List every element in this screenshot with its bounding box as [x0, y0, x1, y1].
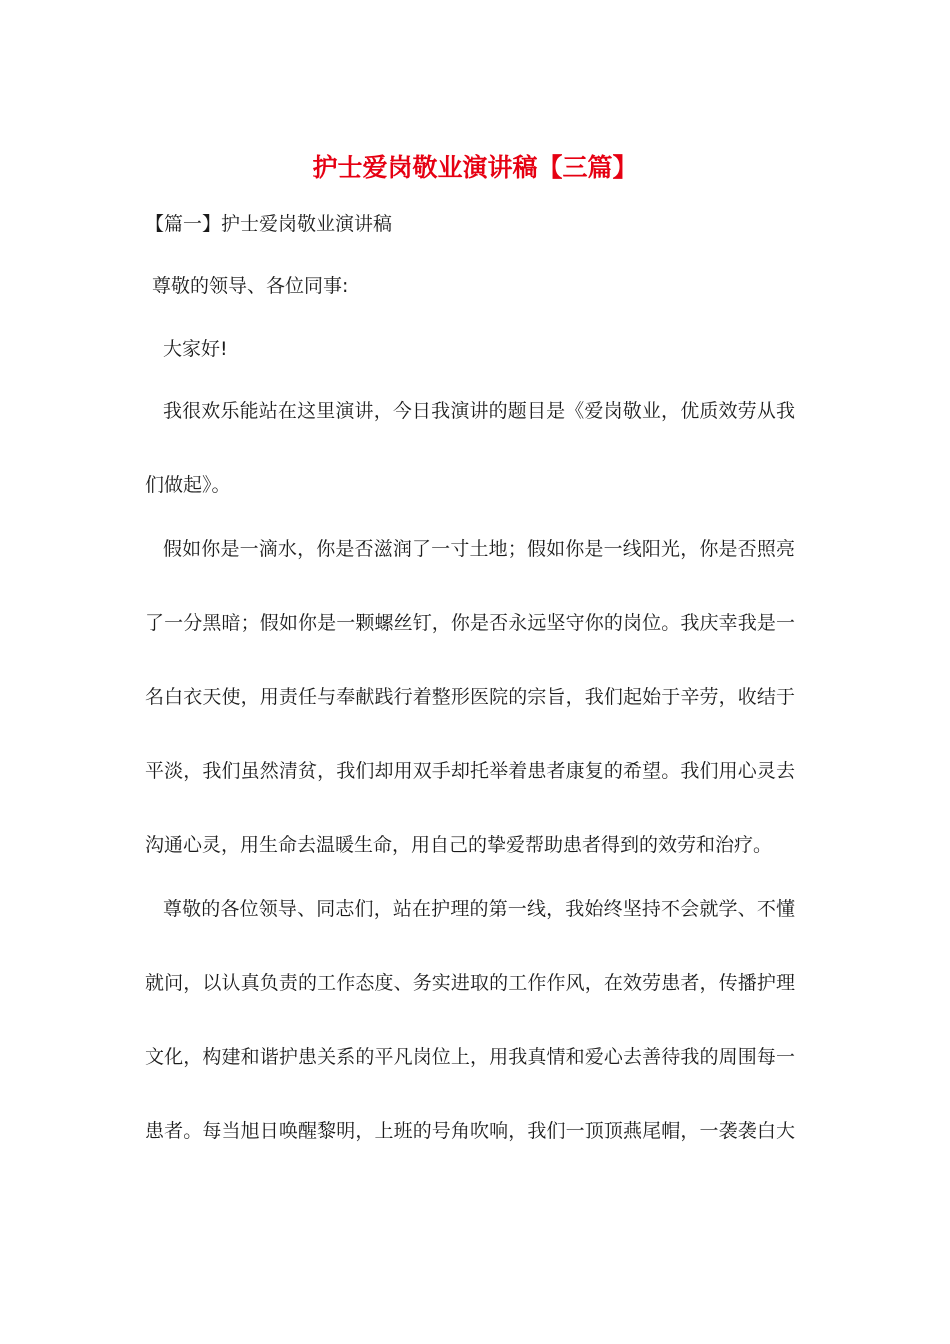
paragraph-line: 平淡，我们虽然清贫，我们却用双手却托举着患者康复的希望。我们用心灵去 — [145, 760, 795, 782]
paragraph-line: 假如你是一滴水，你是否滋润了一寸土地；假如你是一线阳光，你是否照亮 — [163, 538, 795, 560]
paragraph-line: 了一分黑暗；假如你是一颗螺丝钉，你是否永远坚守你的岗位。我庆幸我是一 — [145, 612, 795, 634]
document-title: 护士爱岗敬业演讲稿【三篇】 — [312, 153, 638, 182]
paragraph-line: 沟通心灵，用生命去温暖生命，用自己的挚爱帮助患者得到的效劳和治疗。 — [145, 834, 773, 856]
paragraph-1 — [145, 374, 795, 522]
greeting: 大家好! — [163, 338, 228, 360]
paragraph-line: 就问，以认真负责的工作态度、务实进取的工作作风，在效劳患者，传播护理 — [145, 972, 795, 994]
paragraph-3 — [145, 872, 795, 1168]
paragraph-line: 名白衣天使，用责任与奉献践行着整形医院的宗旨，我们起始于辛劳，收结于 — [145, 686, 795, 708]
paragraph-line: 文化，构建和谐护患关系的平凡岗位上，用我真情和爱心去善待我的周围每一 — [145, 1046, 795, 1068]
section-heading: 【篇一】护士爱岗敬业演讲稿 — [145, 213, 393, 235]
paragraph-line: 我很欢乐能站在这里演讲，今日我演讲的题目是《爱岗敬业，优质效劳从我 — [163, 400, 795, 422]
paragraph-line: 患者。每当旭日唤醒黎明，上班的号角吹响，我们一顶顶燕尾帽，一袭袭白大 — [145, 1120, 795, 1142]
paragraph-line: 尊敬的各位领导、同志们，站在护理的第一线，我始终坚持不会就学、不懂 — [163, 898, 795, 920]
paragraph-2 — [145, 512, 795, 882]
salutation: 尊敬的领导、各位同事: — [152, 275, 349, 297]
paragraph-line: 们做起》。 — [145, 474, 231, 496]
